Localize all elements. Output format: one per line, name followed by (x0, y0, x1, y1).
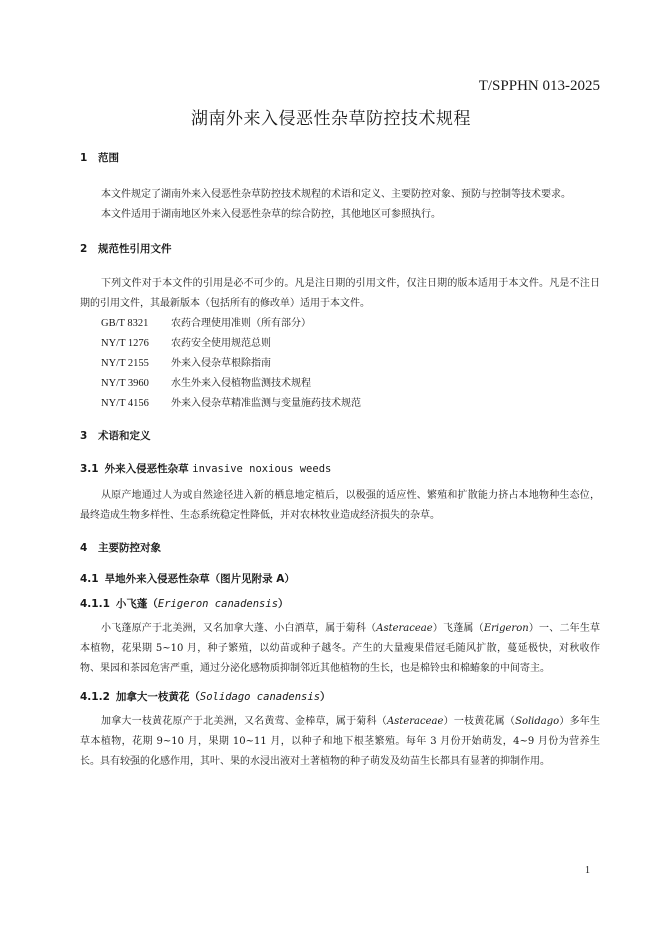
subsection-number: 4.1 (80, 573, 99, 585)
section-number: 4 (80, 542, 88, 554)
reference-name: 农药合理使用准则（所有部分） (171, 318, 311, 329)
term-definition: 从原产地通过人为或自然途径进入新的栖息地定植后，以极强的适应性、繁殖和扩散能力挤占本地物种生态位，最终造成生物多样性、生态系统稳定性降低，并对农林牧业造成经济损失的杂草。 (80, 490, 600, 521)
bracket: ） (278, 598, 289, 610)
document-body (80, 150, 600, 772)
species-description (80, 712, 600, 772)
species-description (80, 619, 600, 679)
section-title: 术语和定义 (98, 430, 151, 442)
section-2-heading (80, 241, 600, 256)
reference-name: 外来入侵杂草根除指南 (171, 358, 271, 369)
text-run: ）飞蓬属（ (432, 623, 484, 634)
reference-item (80, 334, 600, 354)
subsection-4-1-heading (80, 571, 600, 586)
section-number: 3 (80, 430, 88, 442)
paragraph: 下列文件对于本文件的引用是必不可少的。凡是注日期的引用文件，仅注日期的版本适用于本文件。凡是不注日期的引用文件，其最新版本（包括所有的修改单）适用于本文件。 (80, 278, 600, 309)
section-4-heading (80, 540, 600, 555)
genus-latin-name: Solidago (515, 716, 560, 727)
reference-code: GB/T 8321 (101, 318, 149, 329)
genus-latin-name: Erigeron (483, 623, 529, 634)
section-title: 规范性引用文件 (98, 243, 172, 255)
term-en: invasive noxious weeds (192, 463, 332, 475)
paragraph: 本文件规定了湖南外来入侵恶性杂草防控技术规程的术语和定义、主要防控对象、预防与控制等技术要求。 (101, 189, 571, 200)
text-run: 小飞蓬原产于北美洲，又名加拿大蓬、小白酒草，属于菊科（ (101, 623, 377, 634)
bracket: （ (189, 691, 200, 703)
section-title: 范围 (98, 152, 119, 164)
reference-code: NY/T 4156 (101, 398, 149, 409)
section-title: 主要防控对象 (98, 542, 161, 554)
subsection-title: 旱地外来入侵恶性杂草（图片见附录 A） (104, 573, 295, 585)
section-number: 2 (80, 243, 88, 255)
subsection-3-1-heading (80, 461, 600, 476)
species-cn-name: 小飞蓬 (115, 598, 148, 610)
reference-code: NY/T 3960 (101, 378, 149, 389)
species-cn-name: 加拿大一枝黄花 (115, 691, 190, 703)
reference-name: 水生外来入侵植物监测技术规程 (171, 378, 311, 389)
subsection-number: 4.1.1 (80, 598, 110, 610)
text-run: 加拿大一枝黄花原产于北美洲，又名黄莺、金棒草，属于菊科（ (101, 716, 387, 727)
reference-item (80, 314, 600, 334)
family-latin-name: Asteraceae (376, 623, 433, 634)
text-run: ）一、二年生草本植物，花果期 5~10 月，种子繁殖，以幼苗或种子越冬。产生的大量瘦果借冠毛随风扩散，蔓延极快，对秋收作物、果园和茶园危害严重，通过分泌化感物质抑制邻近其他植物的生长，也是棉铃虫和棉蝽象的中间寄主。 (80, 623, 601, 674)
text-run: ）一枝黄花属（ (443, 716, 516, 727)
subsection-4-1-1-heading (80, 596, 600, 611)
subsection-number: 4.1.2 (80, 691, 110, 703)
document-code: T/SPPHN 013-2025 (478, 78, 600, 94)
reference-item (80, 374, 600, 394)
reference-name: 农药安全使用规范总则 (171, 338, 271, 349)
section-number: 1 (80, 152, 88, 164)
section-3-heading (80, 428, 600, 443)
bracket: ） (320, 691, 331, 703)
page-number: 1 (585, 865, 590, 876)
reference-code: NY/T 1276 (101, 338, 149, 349)
reference-item (80, 354, 600, 374)
reference-name: 外来入侵杂草精准监测与变量施药技术规范 (171, 398, 361, 409)
term-cn: 外来入侵恶性杂草 (104, 463, 189, 475)
subsection-number: 3.1 (80, 463, 99, 475)
subsection-4-1-2-heading (80, 689, 600, 704)
species-latin-name: Solidago canadensis (199, 691, 321, 703)
reference-code: NY/T 2155 (101, 358, 149, 369)
section-1-heading (80, 150, 600, 165)
reference-item (80, 394, 600, 414)
text-run: ）多年生草本植物，花期 9~10 月，果期 10~11 月，以种子和地下根茎繁殖。每年 3 月份开始萌发，4~9 月份为营养生长。具有较强的化感作用，其叶、果的水浸出液对土著植物的种子萌发及幼苗生长都具有显著的抑制作用。 (80, 716, 601, 767)
bracket: （ (147, 598, 158, 610)
species-latin-name: Erigeron canadensis (157, 598, 279, 610)
paragraph: 本文件适用于湖南地区外来入侵恶性杂草的综合防控，其他地区可参照执行。 (101, 209, 441, 220)
document-title: 湖南外来入侵恶性杂草防控技术规程 (191, 109, 471, 129)
family-latin-name: Asteraceae (386, 716, 444, 727)
